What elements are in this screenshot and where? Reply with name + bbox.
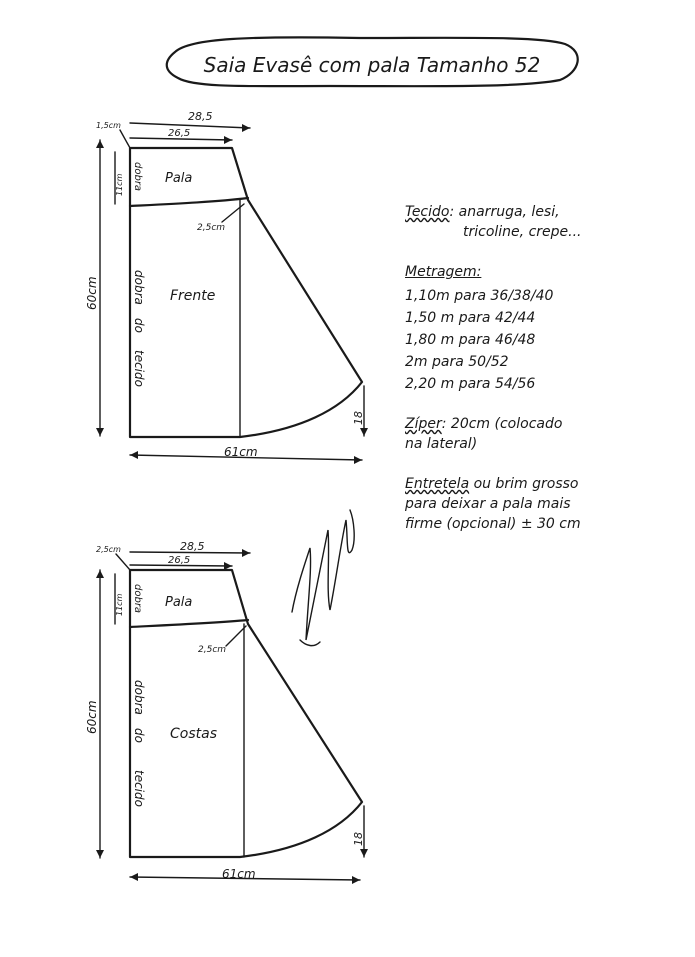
back-dim-yoke-height: 11cm	[115, 593, 124, 616]
panel-front	[85, 110, 368, 464]
front-dim-yoke-height: 11cm	[115, 173, 124, 196]
front-dim-hem: 61cm	[224, 445, 258, 459]
front-dim-corner: 1,5cm	[96, 121, 121, 130]
back-fold-side-1: dobra	[132, 680, 146, 715]
back-dim-top-outer: 28,5	[180, 540, 205, 553]
title-text: Saia Evasê com pala Tamanho 52	[203, 53, 541, 77]
front-dim-yoke-drop: 2,5cm	[197, 223, 226, 233]
front-fold-side-3: tecido	[132, 350, 146, 387]
back-dim-yoke-drop: 2,5cm	[198, 645, 227, 655]
front-dim-top-outer: 28,5	[188, 110, 213, 123]
back-yoke-label: Pala	[165, 595, 193, 610]
front-yoke-label: Pala	[165, 171, 193, 186]
back-dim-length: 60cm	[85, 700, 99, 734]
metragem-label: Metragem:	[405, 264, 482, 280]
ziper-text-2: na lateral)	[405, 436, 478, 452]
ziper-text-1: : 20cm (colocado	[441, 416, 563, 432]
entretela-label: Entretela	[405, 476, 470, 492]
front-dim-length: 60cm	[85, 276, 99, 310]
back-panel-name: Costas	[170, 726, 217, 742]
front-dim-top-inner: 26,5	[168, 128, 191, 139]
title-banner	[167, 37, 578, 86]
front-yoke-seam	[130, 198, 248, 206]
metragem-item: 1,80 m para 46/48	[405, 332, 536, 348]
ziper-line	[405, 414, 690, 434]
tecido-text-2: tricoline, crepe...	[463, 224, 582, 240]
front-dim-side: 18	[352, 411, 365, 425]
back-dim-side: 18	[352, 832, 365, 846]
entretela-line	[405, 474, 690, 494]
metragem-item: 1,50 m para 42/44	[405, 310, 536, 326]
back-dim-corner: 2,5cm	[96, 545, 121, 554]
back-outline	[130, 570, 362, 857]
panel-back	[85, 540, 368, 884]
front-panel-name: Frente	[170, 288, 216, 304]
ziper-label: Zíper	[405, 416, 442, 432]
tecido-label: Tecido	[405, 204, 450, 220]
metragem-list	[405, 286, 690, 396]
notes-block	[405, 202, 690, 534]
back-yoke-seam	[130, 620, 248, 627]
signature	[292, 510, 354, 646]
back-dim-top-inner: 26,5	[168, 555, 191, 566]
front-fold-side-1: dobra	[132, 270, 146, 305]
entretela-text-2: para deixar a pala mais	[405, 496, 571, 512]
metragem-item: 2m para 50/52	[405, 354, 509, 370]
front-fold-top: dobra	[132, 162, 143, 192]
front-outline	[130, 148, 362, 437]
front-fold-side-2: do	[132, 318, 146, 333]
entretela-text-3: firme (opcional) ± 30 cm	[405, 516, 581, 532]
tecido-line	[405, 202, 690, 222]
back-fold-top: dobra	[132, 584, 143, 614]
entretela-text-1: ou brim grosso	[469, 476, 579, 492]
tecido-text-1: : anarruga, lesi,	[449, 204, 560, 220]
back-dim-hem: 61cm	[222, 867, 256, 881]
back-fold-side-2: do	[132, 728, 146, 743]
metragem-item: 2,20 m para 54/56	[405, 376, 536, 392]
back-fold-side-3: tecido	[132, 770, 146, 807]
metragem-item: 1,10m para 36/38/40	[405, 288, 554, 304]
